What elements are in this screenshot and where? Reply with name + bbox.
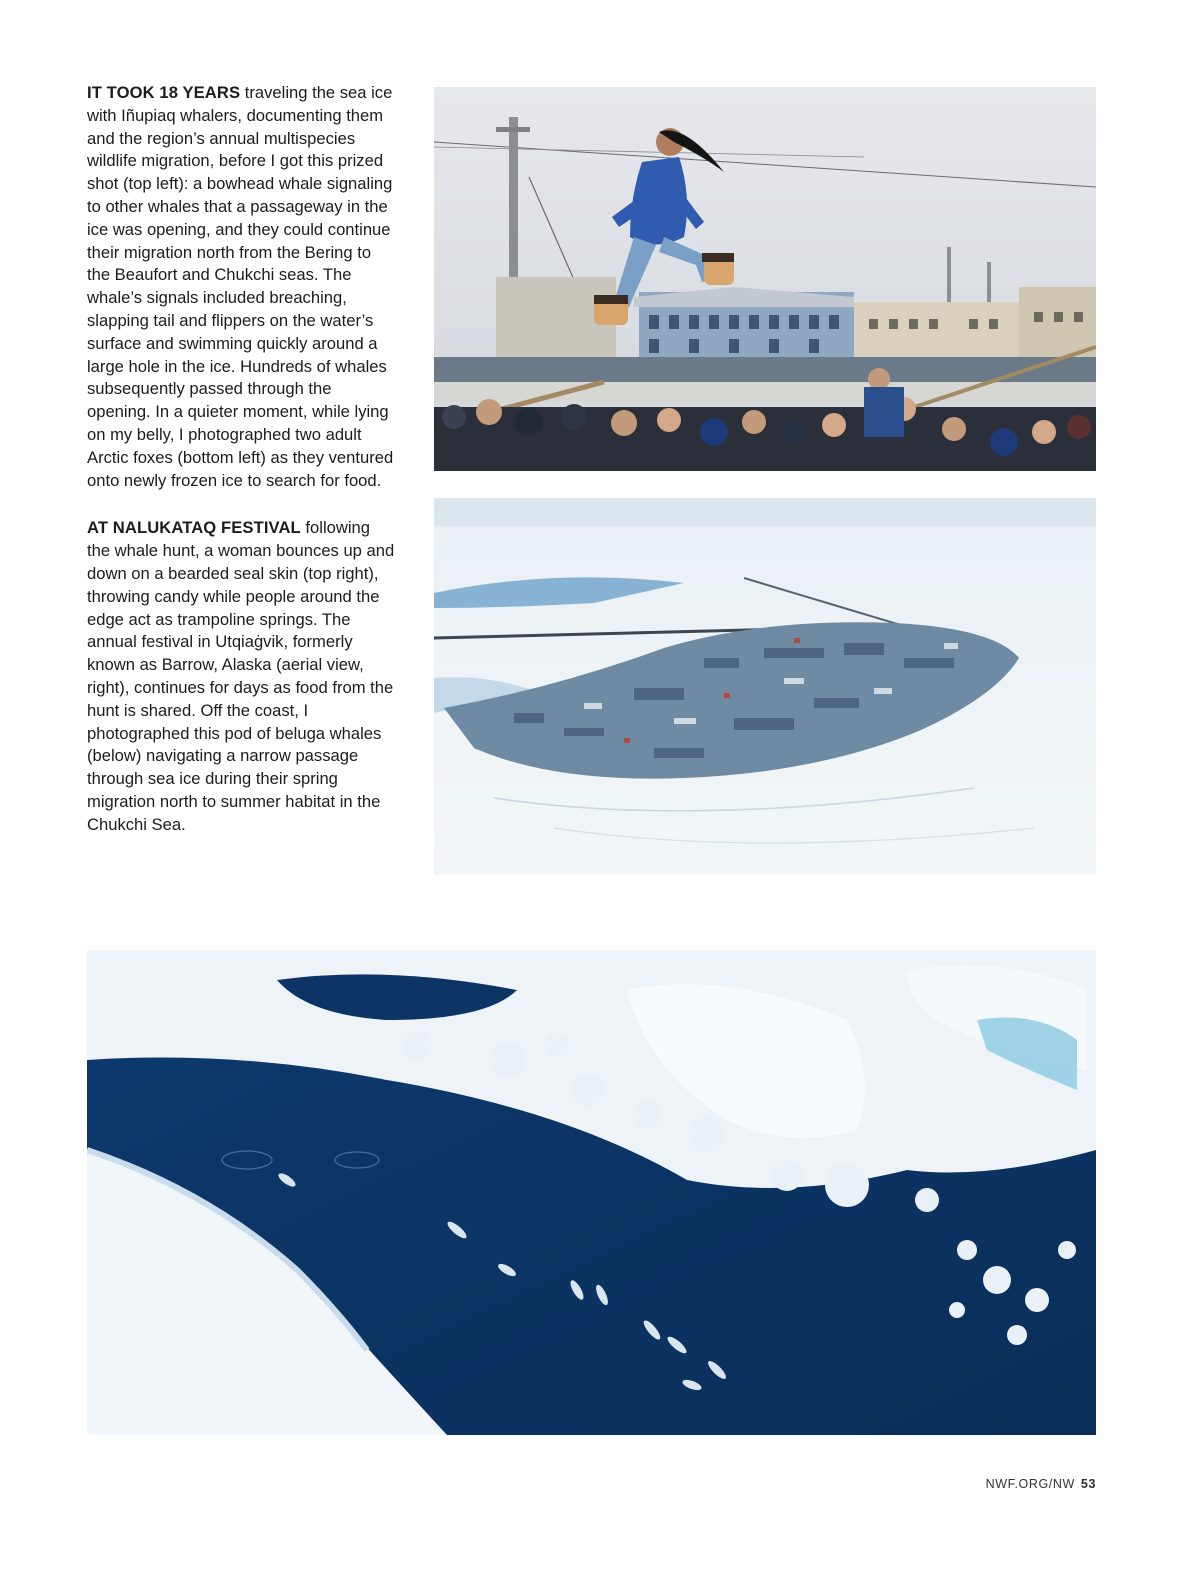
beluga-illustration (87, 950, 1096, 1435)
photo-beluga-pod (87, 950, 1096, 1435)
paragraph-body: following the whale hunt, a woman bounces up and down on a bearded seal skin (top right), throwing candy while people around the edge act as trampoline springs. The annual festival in Utqiaġvik, formerly known as Barrow, Alaska (aerial view, right), continues for days as food from the hunt is shared. Off the coast, I photographed this pod of beluga whales (below) navigating a narrow passage through sea ice during their spring migration north to summer habitat in the Chukchi Sea. (87, 518, 395, 834)
page-number: 53 (1080, 1477, 1096, 1491)
photo-utqiagvik-aerial (434, 498, 1096, 875)
aerial-town-illustration (434, 498, 1096, 875)
paragraph-festival (87, 517, 397, 836)
paragraph-body: traveling the sea ice with Iñupiaq whalers, documenting them and the region’s annual multispecies wildlife migration, before I got this prized shot (top left): a bowhead whale signaling to other whales that a passageway in the ice was opening, and they could continue their migration north from the Bering to the Beaufort and Chukchi seas. The whale’s signals included breaching, slapping tail and flippers on the water’s surface and swimming quickly around a large hole in the ice. Hundreds of whales subsequently passed through the opening. In a quieter moment, while lying on my belly, I photographed two adult Arctic foxes (bottom left) as they ventured onto newly frozen ice to search for food. (87, 83, 394, 490)
photo-nalukataq-blanket-toss (434, 87, 1096, 471)
page-footer (986, 1477, 1096, 1491)
paragraph-whalers (87, 82, 397, 492)
paragraph-lead: AT NALUKATAQ FESTIVAL (87, 518, 301, 538)
footer-site: NWF.ORG/NW (985, 1477, 1075, 1491)
blanket-toss-illustration (434, 87, 1096, 471)
article-text (87, 82, 397, 862)
paragraph-lead: IT TOOK 18 YEARS (87, 83, 241, 102)
